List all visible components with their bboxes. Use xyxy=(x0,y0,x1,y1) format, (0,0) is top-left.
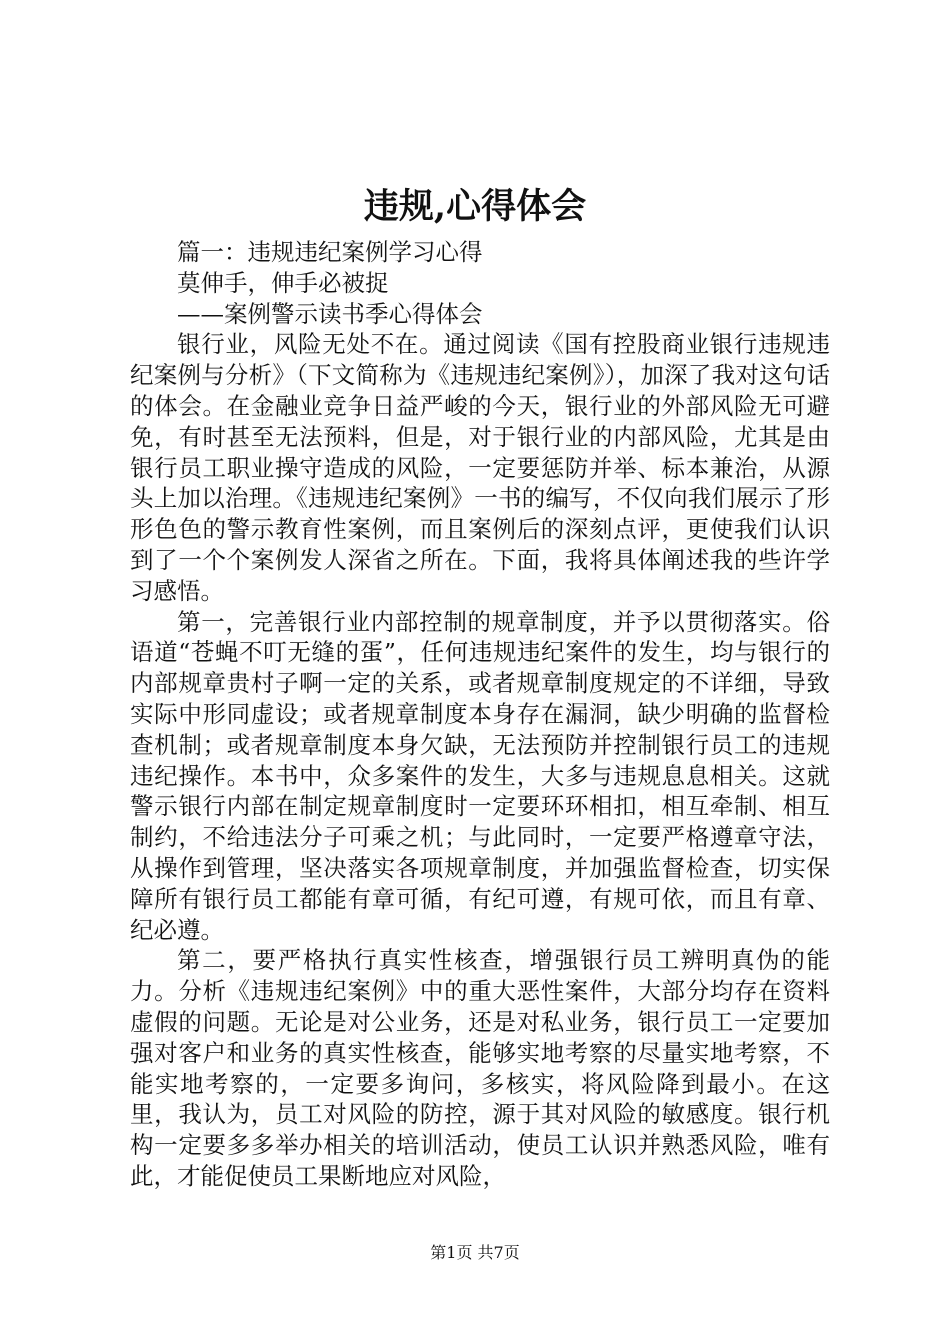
document-body xyxy=(130,237,830,1192)
body-paragraph-second: 第二，要严格执行真实性核查，增强银行员工辨明真伪的能力。分析《违规违纪案例》中的重大恶性案件，大部分均存在资料虚假的问题。无论是对公业务，还是对私业务，银行员工一定要加强对客户和业务的真实性核查，能够实地考察的尽量实地考察，不能实地考察的，一定要多询问，多核实，将风险降到最小。在这里，我认为，员工对风险的防控，源于其对风险的敏感度。银行机构一定要多多举办相关的培训活动，使员工认识并熟悉风险，唯有此，才能促使员工果断地应对风险， xyxy=(130,946,830,1190)
body-paragraph-intro: 银行业，风险无处不在。通过阅读《国有控股商业银行违规违纪案例与分析》（下文简称为《违规违纪案例》），加深了我对这句话的体会。在金融业竞争日益严峻的今天，银行业的外部风险无可避免，有时甚至无法预料，但是，对于银行业的内部风险，尤其是由银行员工职业操守造成的风险，一定要惩防并举、标本兼治，从源头上加以治理。《违规违纪案例》一书的编写，不仅向我们展示了形形色色的警示教育性案例，而且案例后的深刻点评，更使我们认识到了一个个案例发人深省之所在。下面，我将具体阐述我的些许学习感悟。 xyxy=(130,330,830,605)
document-title: 违规,心得体会 xyxy=(363,186,587,227)
essay-subtitle: ——案例警示读书季心得体会 xyxy=(177,299,483,328)
section-heading: 篇一：违规违纪案例学习心得 xyxy=(177,238,483,266)
page-footer: 第1页 共7页 xyxy=(430,1243,520,1262)
body-paragraph-first: 第一，完善银行业内部控制的规章制度，并予以贯彻落实。俗语道“苍蝇不叮无缝的蛋”，任何违规违纪案件的发生，均与银行的内部规章贵村子啊一定的关系，或者规章制度规定的不详细，导致实际中形同虚设；或者规章制度本身存在漏洞，缺少明确的监督检查机制；或者规章制度本身欠缺，无法预防并控制银行员工的违规违纪操作。本书中，众多案件的发生，大多与违规息息相关。这就警示银行内部在制定规章制度时一定要环环相扣，相互牵制、相互制约，不给违法分子可乘之机；与此同时，一定要严格遵章守法，从操作到管理，坚决落实各项规章制度，并加强监督检查，切实保障所有银行员工都能有章可循，有纪可遵，有规可依，而且有章、纪必遵。 xyxy=(130,607,830,944)
essay-title: 莫伸手，伸手必被捉 xyxy=(177,268,389,297)
